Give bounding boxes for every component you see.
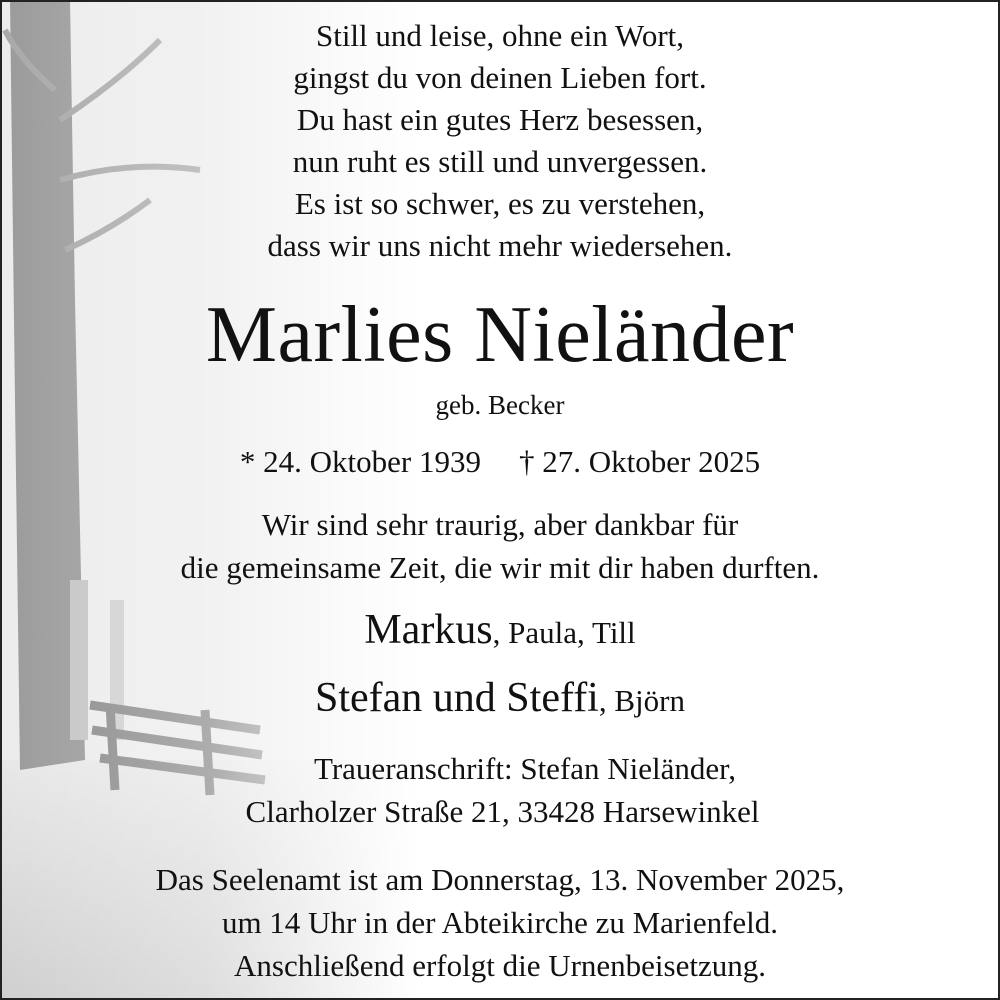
birth-date: * 24. Oktober 1939 <box>239 444 481 479</box>
poem-line: dass wir uns nicht mehr wiedersehen. <box>267 228 733 263</box>
service-line: Anschließend erfolgt die Urnenbeisetzung. <box>234 948 766 983</box>
poem-line: nun ruht es still und unvergessen. <box>292 144 708 179</box>
family-rest: , Paula, Till <box>492 615 636 650</box>
family-main: Stefan und Steffi <box>315 675 599 721</box>
death-date: † 27. Oktober 2025 <box>519 444 761 479</box>
thanks-line: die gemeinsame Zeit, die wir mit dir haben durften. <box>180 550 820 585</box>
deceased-name: Marlies Nieländer <box>205 291 795 379</box>
service-line: um 14 Uhr in der Abteikirche zu Marienfeld. <box>221 905 779 940</box>
address-line: Clarholzer Straße 21, 33428 Harsewinkel <box>245 794 760 829</box>
family-rest: , Björn <box>598 683 685 718</box>
address-line: Traueranschrift: Stefan Nieländer, <box>314 751 736 786</box>
birth-name: geb. Becker <box>435 390 565 420</box>
poem-line: gingst du von deinen Lieben fort. <box>293 60 707 95</box>
service-line: Das Seelenamt ist am Donnerstag, 13. November 2025, <box>155 862 845 897</box>
poem-line: Du hast ein gutes Herz besessen, <box>296 102 704 137</box>
family-main: Markus <box>364 607 493 653</box>
poem-line: Still und leise, ohne ein Wort, <box>315 18 685 53</box>
thanks-line: Wir sind sehr traurig, aber dankbar für <box>261 507 739 542</box>
poem-line: Es ist so schwer, es zu verstehen, <box>294 186 706 221</box>
